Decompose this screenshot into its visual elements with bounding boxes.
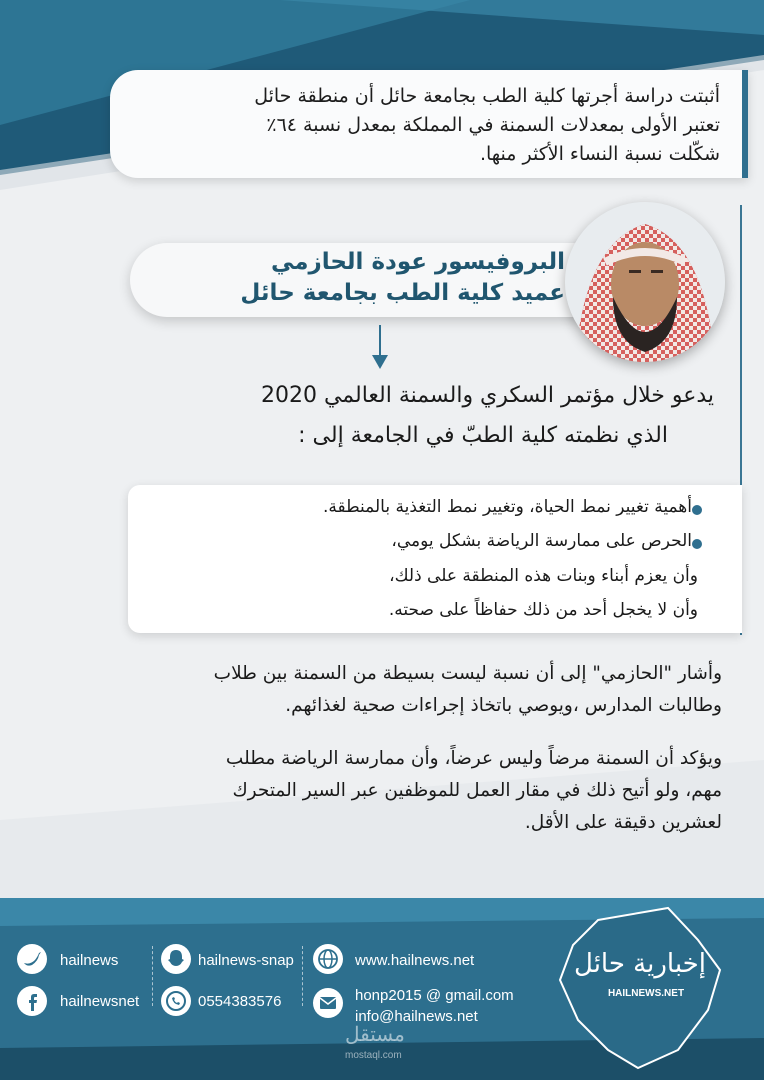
paragraph-1-line-1: وأشار "الحازمي" إلى أن نسبة ليست بسيطة من السمنة بين طلاب: [213, 663, 722, 684]
call-line-1: يدعو خلال مؤتمر السكري والسمنة العالمي 2020: [260, 383, 714, 408]
list-item: وأن يعزم أبناء وبنات هذه المنطقة على ذلك،: [389, 566, 698, 586]
intro-line-2: تعتبر الأولى بمعدلات السمنة في المملكة بمعدل نسبة ٦٤٪: [266, 114, 720, 136]
twitter-handle[interactable]: hailnews: [60, 952, 119, 969]
speaker-title: عميد كلية الطب بجامعة حائل: [240, 280, 565, 306]
list-item: وأن لا يخجل أحد من ذلك حفاظاً على صحته.: [388, 600, 698, 620]
whatsapp-number[interactable]: 0554383576: [198, 993, 282, 1010]
facebook-handle[interactable]: hailnewsnet: [60, 993, 140, 1010]
call-line-2: الذي نظمته كلية الطبّ في الجامعة إلى :: [298, 423, 668, 448]
call-heading: [74, 376, 714, 456]
paragraph-2-line-2: مهم، ولو أتيح ذلك في مقار العمل للموظفين عبر السير المتحرك: [232, 780, 722, 801]
bullet-dot: [692, 505, 702, 515]
email-secondary[interactable]: info@hailnews.net: [355, 1008, 478, 1025]
paragraph-1-line-2: وطالبات المدارس ،ويوصي باتخاذ إجراءات صحية لغذائهم.: [285, 695, 722, 716]
intro-line-1: أثبتت دراسة أجرتها كلية الطب بجامعة حائل أن منطقة حائل: [254, 85, 720, 107]
website-link[interactable]: www.hailnews.net: [355, 952, 475, 969]
speaker-photo: [565, 202, 725, 362]
twitter-icon[interactable]: [16, 943, 48, 975]
logo-title: إخبارية حائل: [574, 949, 706, 979]
paragraph-1: [42, 658, 722, 722]
bullet-dot: [692, 539, 702, 549]
paragraph-2-line-3: لعشرين دقيقة على الأقل.: [524, 812, 722, 833]
email-icon[interactable]: [312, 987, 344, 1019]
footer-divider: [152, 946, 154, 1006]
list-item: أهمية تغيير نمط الحياة، وتغيير نمط التغذية بالمنطقة.: [322, 497, 692, 517]
paragraph-2-line-1: ويؤكد أن السمنة مرضاً وليس عرضاً، وأن ممارسة الرياضة مطلب: [225, 748, 722, 769]
hailnews-logo: [548, 900, 728, 1075]
email-primary[interactable]: honp2015 @ gmail.com: [355, 987, 514, 1004]
intro-card: [110, 70, 748, 178]
speaker-name: البروفيسور عودة الحازمي: [270, 249, 565, 275]
list-item: الحرص على ممارسة الرياضة بشكل يومي،: [391, 531, 692, 551]
paragraph-2: [42, 743, 722, 839]
intro-line-3: شكّلت نسبة النساء الأكثر منها.: [479, 143, 720, 165]
footer-divider: [302, 946, 304, 1006]
snapchat-icon[interactable]: [160, 943, 192, 975]
arrow-down-icon: [369, 325, 391, 371]
recommendations-card: [128, 485, 742, 633]
globe-icon[interactable]: [312, 943, 344, 975]
snapchat-handle[interactable]: hailnews-snap: [198, 952, 294, 969]
whatsapp-icon[interactable]: [160, 985, 192, 1017]
logo-url: HAILNEWS.NET: [607, 988, 685, 999]
speaker-card: [130, 243, 585, 317]
speaker-portrait-image: [565, 202, 725, 362]
watermark-text: مستقل: [345, 1024, 405, 1046]
facebook-icon[interactable]: [16, 985, 48, 1017]
watermark-url: mostaql.com: [345, 1050, 402, 1061]
intro-text: [120, 82, 720, 169]
